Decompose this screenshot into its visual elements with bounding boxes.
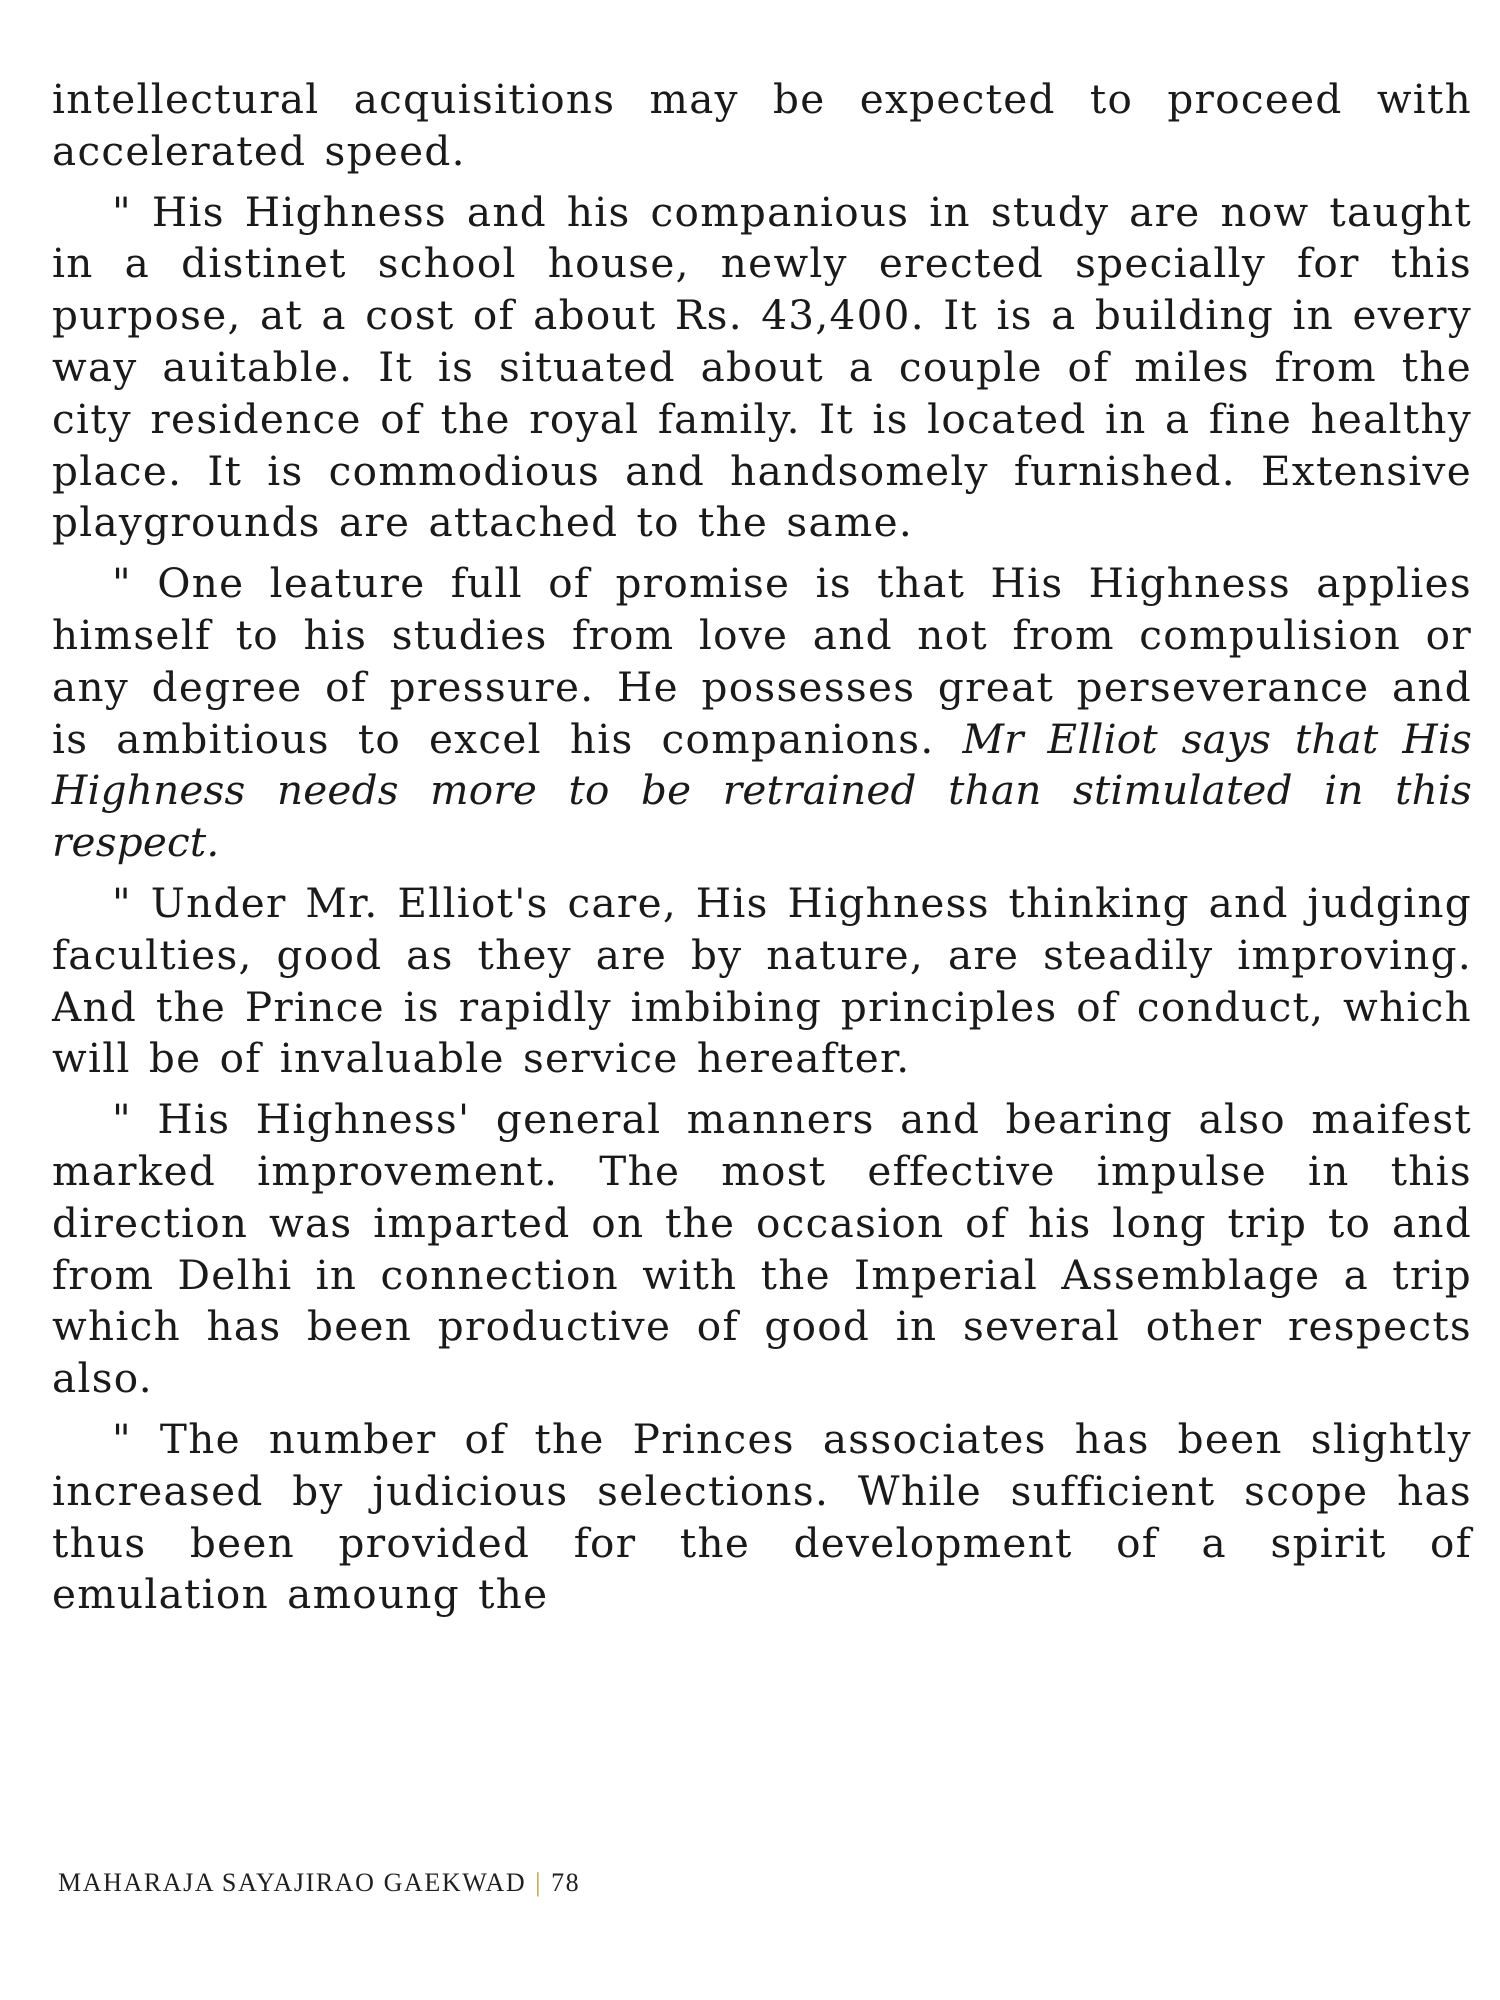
paragraph-6 <box>52 1414 1472 1621</box>
paragraph-text: " One leature full of promise is that His Highness applies himself to his studies from love and not from compulision or any degree of pressure. He possesses great perseverance and is ambitious to excel his companions. <box>52 559 1472 763</box>
paragraph-5 <box>52 1094 1472 1405</box>
paragraph-text: " His Highness and his companious in study are now taught in a distinet school house, newly erected specially for this purpose, at a cost of about Rs. 43,400. It is a building in every way auitable. It is situated about a couple of miles from the city residence of the royal family. It is located in a fine healthy place. It is commodious and handsomely furnished. Extensive playgrounds are attached to the same. <box>52 187 1472 547</box>
page-footer <box>58 1868 580 1898</box>
page-body <box>52 74 1472 1630</box>
paragraph-1 <box>52 74 1472 178</box>
paragraph-3 <box>52 558 1472 869</box>
footer-title: MAHARAJA SAYAJIRAO GAEKWAD <box>58 1868 527 1897</box>
paragraph-2 <box>52 187 1472 550</box>
paragraph-text: intellectural acquisitions may be expected to proceed with accelerated speed. <box>52 75 1472 175</box>
paragraph-italic-text: Mr Elliot says that His Highness needs more to be retrained than stimulated in this respect. <box>52 714 1472 867</box>
footer-separator: | <box>535 1868 543 1897</box>
paragraph-text: " The number of the Princes associates has been slightly increased by judicious selections. While sufficient scope has thus been provided for the development of a spirit of emulation amoung the <box>52 1414 1472 1619</box>
page-number: 78 <box>551 1868 581 1897</box>
paragraph-4 <box>52 878 1472 1085</box>
paragraph-text: " Under Mr. Elliot's care, His Highness thinking and judging faculties, good as they are by nature, are steadily improving. And the Prince is rapidly imbibing principles of conduct, which will be of invaluable service hereafter. <box>52 878 1472 1083</box>
paragraph-text: " His Highness' general manners and bearing also maifest marked improvement. The most effective impulse in this direction was imparted on the occasion of his long trip to and from Delhi in connection with the Imperial Assemblage a trip which has been productive of good in several other respects also. <box>52 1095 1472 1403</box>
